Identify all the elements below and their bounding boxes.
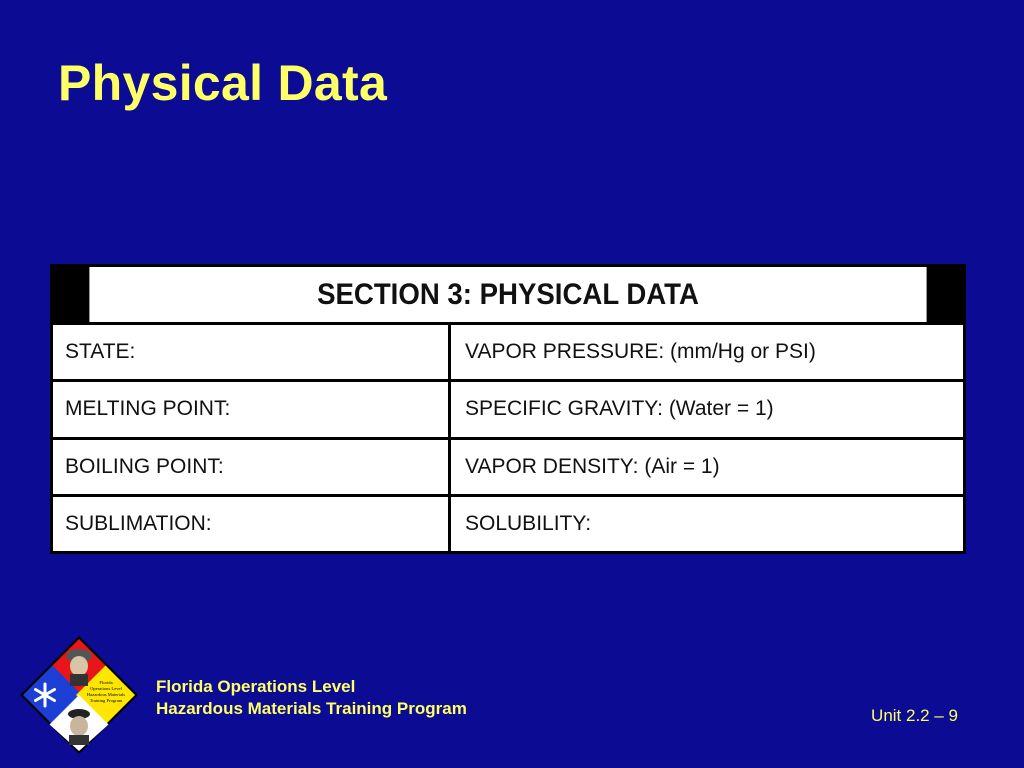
form-field-vapor-pressure: VAPOR PRESSURE: (mm/Hg or PSI) <box>451 325 963 379</box>
police-officer-icon <box>68 709 90 745</box>
footer-program-name <box>156 676 467 720</box>
form-field-state: STATE: <box>53 325 448 379</box>
slide-title: Physical Data <box>58 55 388 111</box>
form-field-sublimation: SUBLIMATION: <box>53 497 448 551</box>
form-field-vapor-density: VAPOR DENSITY: (Air = 1) <box>451 440 963 494</box>
form-field-melting-point: MELTING POINT: <box>53 382 448 436</box>
svg-text:Operations Level: Operations Level <box>90 686 122 691</box>
hazmat-diamond-logo <box>18 634 140 756</box>
svg-text:Florida: Florida <box>99 680 113 685</box>
footer-line-2: Hazardous Materials Training Program <box>156 699 467 718</box>
form-field-boiling-point: BOILING POINT: <box>53 440 448 494</box>
svg-text:Training Program: Training Program <box>89 698 123 703</box>
form-field-specific-gravity: SPECIFIC GRAVITY: (Water = 1) <box>451 382 963 436</box>
slide-number: Unit 2.2 – 9 <box>871 706 958 725</box>
physical-data-form <box>50 264 966 554</box>
form-section-header: SECTION 3: PHYSICAL DATA <box>89 267 926 322</box>
form-field-solubility: SOLUBILITY: <box>451 497 963 551</box>
svg-text:Hazardous Materials: Hazardous Materials <box>86 692 126 697</box>
footer-line-1: Florida Operations Level <box>156 677 356 696</box>
